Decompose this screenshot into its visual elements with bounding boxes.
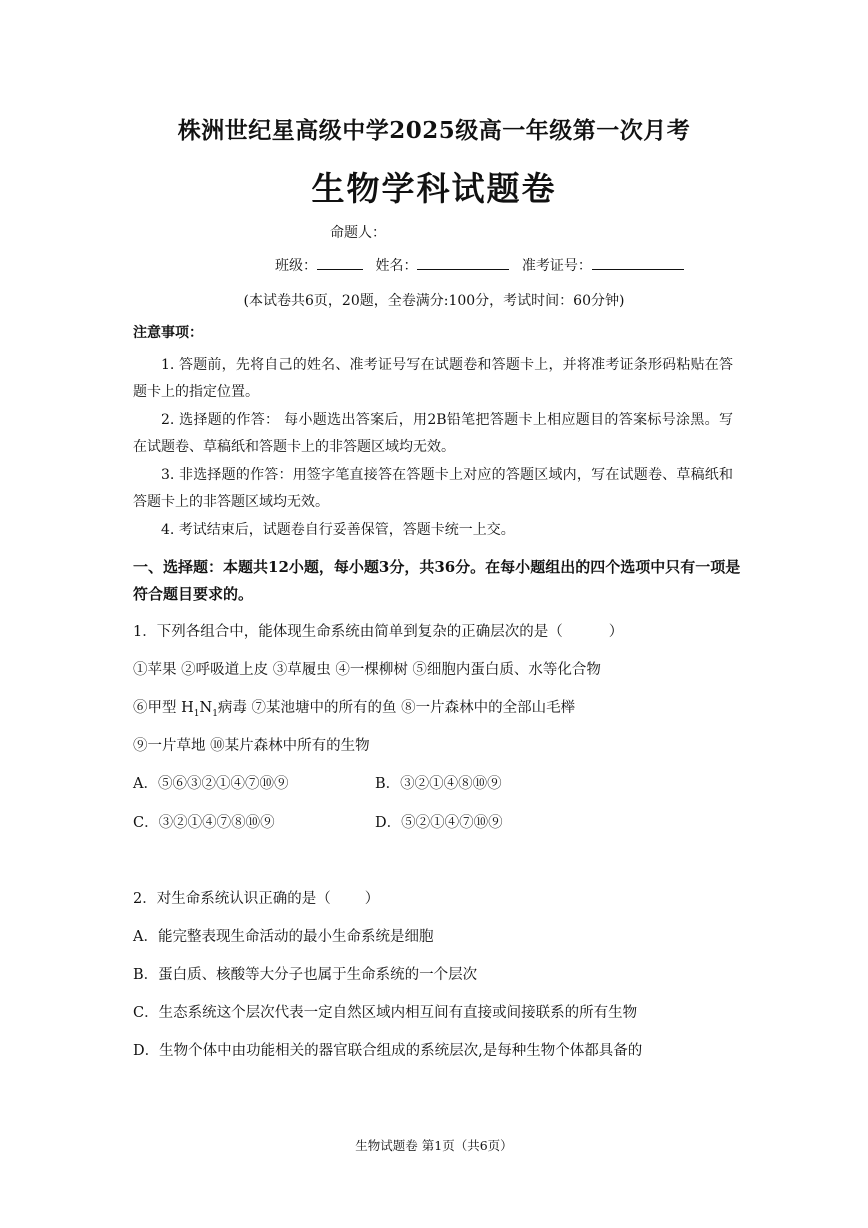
class-label: 班级： xyxy=(275,258,317,274)
name-label: 姓名： xyxy=(375,258,418,274)
name-blank xyxy=(417,255,509,270)
q2-option-a: A．能完整表现生命活动的最小生命系统是细胞 xyxy=(133,929,434,945)
q1-items-line: ⑨一片草地 ⑩某片森林中所有的生物 xyxy=(133,738,370,754)
q1-option-b: B．③②①④⑧⑩⑨ xyxy=(375,776,502,792)
q1-item-text: ⑥甲型 H xyxy=(133,700,194,716)
section-heading: 一、选择题：本题共12小题，每小题3分，共36分。在每小题组出的四个选项中只有一项是符合题目要求的。 xyxy=(133,558,741,603)
question-1-stem xyxy=(133,620,623,641)
q1-item-text: 病毒 ⑦某池塘中的所有的鱼 ⑧一片森林中的全部山毛榉 xyxy=(217,700,576,716)
exam-info: (本试卷共6页，20题，全卷满分:100分，考试时间：60分钟) xyxy=(243,293,625,309)
note-item: 3. 非选择题的作答：用签字笔直接答在答题卡上对应的答题区域内，写在试题卷、草稿纸和答题卡上的非答题区域均无效。 xyxy=(133,467,733,510)
question-2-stem xyxy=(133,887,379,908)
note-item: 1. 答题前，先将自己的姓名、准考证号写在试题卷和答题卡上，并将准考证条形码粘贴在答题卡上的指定位置。 xyxy=(133,357,733,400)
class-blank xyxy=(317,255,363,270)
q1-item-text: N xyxy=(199,700,213,716)
q1-stem-text: 1．下列各组合中，能体现生命系统由简单到复杂的正确层次的是（ xyxy=(133,624,563,640)
ticket-blank xyxy=(592,255,684,270)
note-item: 4. 考试结束后，试题卷自行妥善保管，答题卡统一上交。 xyxy=(161,522,515,538)
q2-stem-text: 2．对生命系统认识正确的是（ xyxy=(133,891,331,907)
ticket-label: 准考证号： xyxy=(521,258,592,274)
q1-option-a: A．⑤⑥③②①④⑦⑩⑨ xyxy=(133,776,289,792)
author-label: 命题人： xyxy=(330,225,386,241)
page-footer: 生物试题卷 第1页（共6页） xyxy=(355,1138,513,1153)
subscript: 1 xyxy=(193,708,200,719)
subscript: 1 xyxy=(212,708,218,719)
q1-stem-close: ） xyxy=(608,624,624,640)
q1-option-d: D．⑤②①④⑦⑩⑨ xyxy=(375,815,503,831)
q1-items-line xyxy=(133,696,575,719)
subject-title: 生物学科试题卷 xyxy=(311,169,557,208)
q2-option-b: B．蛋白质、核酸等大分子也属于生命系统的一个层次 xyxy=(133,967,478,983)
q2-option-d: D．生物个体中由功能相关的器官联合组成的系统层次,是每种生物个体都具备的 xyxy=(133,1043,643,1059)
exam-title: 株洲世纪星高级中学2025级高一年级第一次月考 xyxy=(177,117,691,144)
q1-items-line: ①苹果 ②呼吸道上皮 ③草履虫 ④一棵柳树 ⑤细胞内蛋白质、水等化合物 xyxy=(133,662,601,678)
q2-option-c: C．生态系统这个层次代表一定自然区域内相互间有直接或间接联系的所有生物 xyxy=(133,1005,638,1021)
note-item: 2. 选择题的作答： 每小题选出答案后，用2B铅笔把答题卡上相应题目的答案标号涂黑。写在试题卷、草稿纸和答题卡上的非答题区域均无效。 xyxy=(133,412,733,455)
notes-title: 注意事项： xyxy=(133,325,203,341)
q1-option-c: C．③②①④⑦⑧⑩⑨ xyxy=(133,815,275,831)
q2-stem-close: ） xyxy=(364,891,380,907)
student-info-fields xyxy=(275,255,692,275)
